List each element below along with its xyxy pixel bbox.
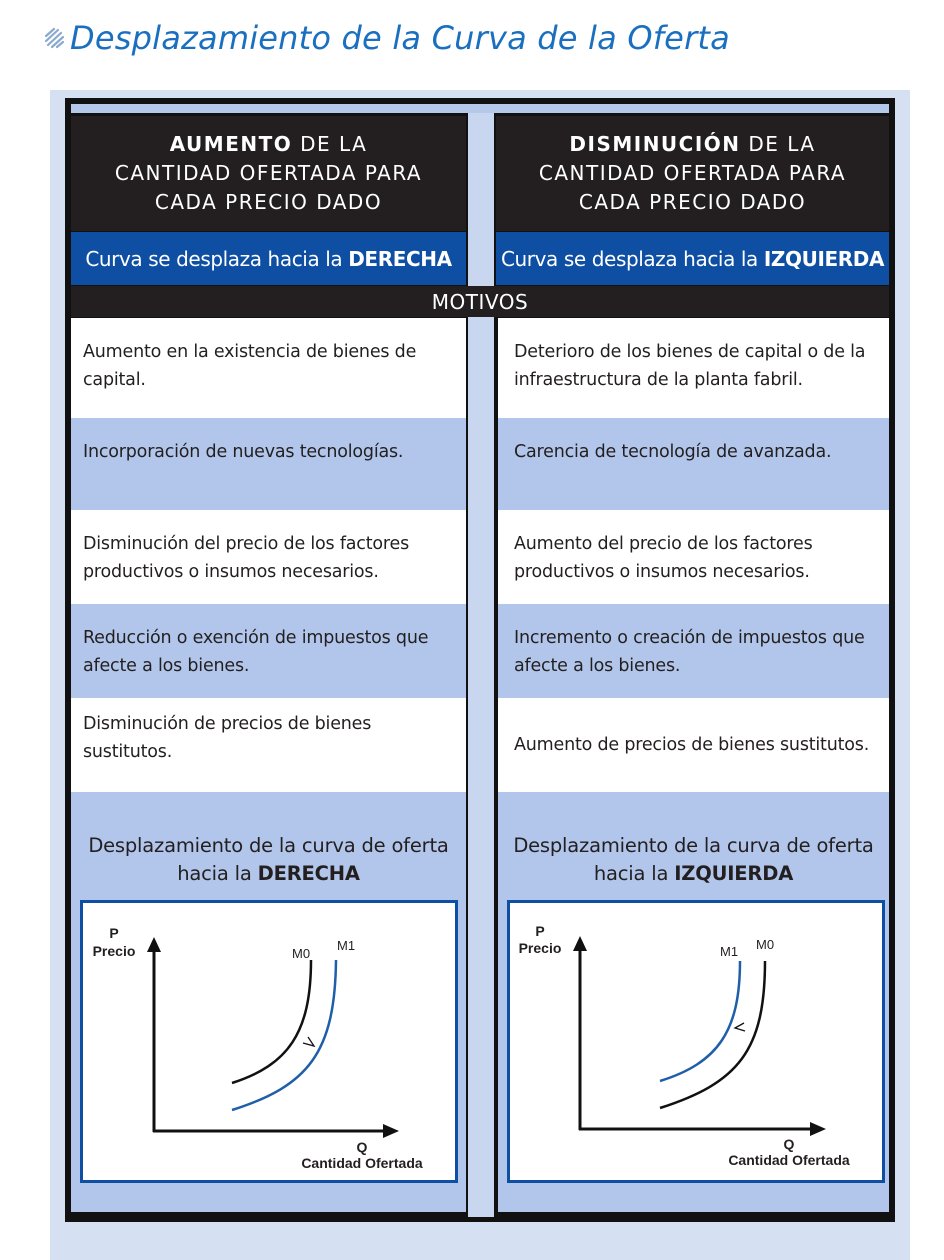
right-y-axis-letter: P [535, 923, 545, 939]
right-row-1: Deterioro de los bienes de capital o de la infraestructura de la planta fabril. [498, 318, 889, 418]
left-supply-graph [80, 900, 458, 1183]
left-column-header [71, 116, 466, 231]
right-x-axis-letter: Q [783, 1136, 795, 1152]
right-graph-title-line1: Desplazamiento de la curva de oferta [513, 834, 874, 857]
right-header-line2: CANTIDAD OFERTADA PARA [538, 161, 847, 185]
title-row [42, 14, 730, 62]
right-shift-label [496, 232, 889, 285]
left-graph-svg [83, 903, 455, 1180]
left-graph-title-prefix: hacia la [177, 862, 258, 885]
right-column-header [496, 116, 889, 231]
top-band [71, 104, 889, 113]
right-m1-label: M1 [720, 944, 739, 959]
right-header-bold: DISMINUCIÓN [569, 132, 741, 156]
left-curve-m1 [232, 960, 336, 1110]
left-header-line2: CANTIDAD OFERTADA PARA [114, 161, 423, 185]
page-title: Desplazamiento de la Curva de la Oferta [70, 19, 730, 57]
left-row-1: Aumento en la existencia de bienes de capital. [71, 318, 466, 418]
right-shift-bold: IZQUIERDA [763, 246, 885, 271]
right-shift-prefix: Curva se desplaza hacia la [500, 246, 764, 271]
left-header-line3: CADA PRECIO DADO [154, 190, 383, 214]
right-y-axis-label: Precio [518, 940, 562, 956]
right-row-5: Aumento de precios de bienes sustitutos. [498, 698, 889, 792]
left-x-axis-label: Cantidad Ofertada [301, 1155, 423, 1171]
motivos-bar: MOTIVOS [71, 286, 889, 317]
right-curve-m0 [660, 961, 765, 1108]
right-graph-title-prefix: hacia la [593, 862, 675, 885]
left-shift-label [71, 232, 466, 285]
left-shift-arrow-icon [303, 1037, 314, 1046]
right-row-2: Carencia de tecnología de avanzada. [498, 418, 889, 510]
left-row-2: Incorporación de nuevas tecnologías. [71, 418, 466, 510]
left-x-axis-arrow-icon [383, 1124, 399, 1138]
left-graph-title-bold: DERECHA [257, 862, 360, 885]
left-y-axis-letter: P [109, 925, 119, 941]
right-row-4: Incremento o creación de impuestos que afecte a los bienes. [498, 604, 889, 698]
left-graph-title [71, 832, 466, 888]
left-x-axis-letter: Q [356, 1139, 368, 1155]
right-graph-title [498, 832, 889, 888]
right-m0-label: M0 [756, 937, 775, 952]
left-header-bold: AUMENTO [169, 132, 293, 156]
right-y-axis-arrow-icon [573, 936, 587, 951]
middle-strip [468, 113, 494, 1217]
left-curve-m0 [232, 960, 311, 1083]
left-graph-title-line1: Desplazamiento de la curva de oferta [88, 834, 449, 857]
right-shift-arrow-icon [735, 1023, 745, 1031]
left-shift-bold: DERECHA [348, 246, 452, 271]
left-row-4: Reducción o exención de impuestos que afecte a los bienes. [71, 604, 466, 698]
right-header-rest: DE LA [740, 132, 816, 156]
left-row-3: Disminución del precio de los factores productivos o insumos necesarios. [71, 510, 466, 604]
left-row-5: Disminución de precios de bienes sustitutos. [71, 698, 466, 792]
right-x-axis-label: Cantidad Ofertada [728, 1152, 850, 1168]
left-m1-label: M1 [337, 938, 356, 953]
title-bullet-icon [42, 26, 66, 50]
left-m0-label: M0 [292, 946, 311, 961]
right-x-axis-arrow-icon [810, 1122, 826, 1136]
right-row-3: Aumento del precio de los factores productivos o insumos necesarios. [498, 510, 889, 604]
left-header-rest: DE LA [292, 132, 368, 156]
right-supply-graph [507, 900, 885, 1183]
left-y-axis-arrow-icon [147, 937, 161, 952]
right-graph-title-bold: IZQUIERDA [674, 862, 794, 885]
left-shift-prefix: Curva se desplaza hacia la [85, 246, 349, 271]
right-graph-svg [510, 903, 882, 1180]
right-curve-m1 [660, 961, 740, 1081]
left-y-axis-label: Precio [92, 943, 136, 959]
right-header-line3: CADA PRECIO DADO [578, 190, 807, 214]
